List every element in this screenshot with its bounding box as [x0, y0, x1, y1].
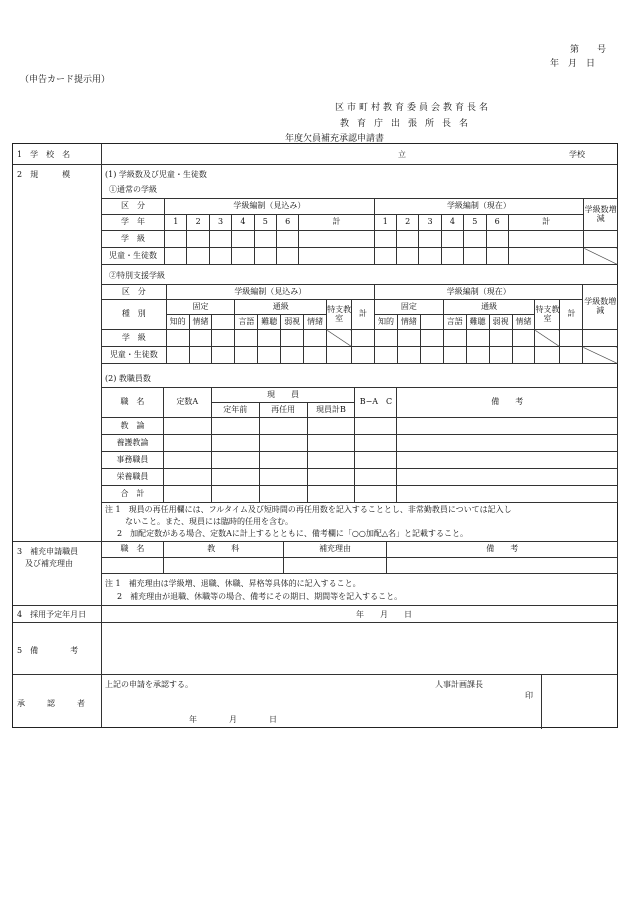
approval-date: 年 月 日 — [189, 715, 277, 724]
grade-6: 6 — [276, 215, 298, 231]
staff-teisu: 定数A — [163, 388, 211, 418]
approver-label: 承 認 者 — [17, 699, 87, 708]
pass-jakushi: 弱視 — [281, 315, 304, 330]
grade-1-now: 1 — [374, 215, 396, 231]
school-ritsu: 立 — [398, 150, 406, 159]
row-students: 児童・生徒数 — [102, 248, 165, 265]
total-header: 計 — [299, 215, 374, 231]
staff-row-total: 合 計 — [102, 486, 164, 503]
application-form — [12, 143, 618, 728]
replace-label2: 及び補充理由 — [25, 559, 73, 568]
special-class-title: ②特別支援学級 — [109, 271, 165, 280]
replace-note1: 注 1 補充理由は学級増、退職、休職、昇格等具体的に記入すること。 — [105, 579, 361, 588]
shubetsu-cell: 種 別 — [102, 300, 167, 330]
pass-jakushi-now: 弱視 — [489, 315, 512, 330]
special-class-table — [101, 284, 618, 364]
diagonal-cell — [584, 248, 618, 265]
replace-kyoka: 教 科 — [163, 542, 283, 558]
approval-chief: 人事計画課長 — [435, 680, 483, 689]
seal-mark: 印 — [525, 691, 533, 700]
grade-5: 5 — [254, 215, 276, 231]
hire-date: 年 月 日 — [356, 610, 412, 619]
hensei-genzai-header: 学級編制（現在） — [374, 199, 584, 215]
pass-gengo: 言語 — [235, 315, 258, 330]
approval-text: 上記の申請を承認する。 — [105, 680, 193, 689]
grade-1: 1 — [165, 215, 187, 231]
staff-table — [101, 387, 618, 503]
replace-shokumei: 職 名 — [102, 542, 164, 558]
replace-label1: 3 補充申請職員 — [17, 547, 79, 556]
doc-date: 年 月 日 — [550, 59, 596, 69]
tsukyu-header: 通級 — [235, 300, 327, 315]
fixed-chiteki: 知的 — [166, 315, 189, 330]
special-row-class: 学 級 — [102, 330, 167, 347]
scale-label: 2 規 模 — [17, 170, 71, 179]
special-row-students: 児童・生徒数 — [102, 347, 167, 364]
special-total-header: 計 — [352, 300, 375, 330]
grade-2: 2 — [187, 215, 209, 231]
special-total-header-now: 計 — [560, 300, 583, 330]
grade-3-now: 3 — [419, 215, 441, 231]
staff-ba: B−A C — [355, 388, 397, 418]
pass-nancho: 難聴 — [258, 315, 281, 330]
pass-jocho: 情緒 — [304, 315, 327, 330]
grade-4: 4 — [232, 215, 254, 231]
kubun-cell: 区 分 — [102, 199, 165, 215]
special-kubun-cell: 区 分 — [102, 285, 167, 300]
pass-nancho-now: 難聴 — [466, 315, 489, 330]
staff-row-yogo: 養護教論 — [102, 435, 164, 452]
scale-sub1: (1) 学級数及び児童・生徒数 — [105, 170, 207, 179]
card-note: （申告カード提示用） — [20, 75, 111, 85]
kotei-header-now: 固定 — [375, 300, 444, 315]
staff-shokumei: 職 名 — [102, 388, 164, 418]
staff-genin-b: 現員計B — [307, 403, 355, 418]
fixed-jocho: 情緒 — [189, 315, 212, 330]
school-label: 1 学 校 名 — [17, 150, 71, 159]
school-suffix: 学校 — [569, 150, 585, 159]
tokushi-header-now: 特支教室 — [535, 300, 560, 330]
doc-number: 第 号 — [570, 45, 607, 55]
special-mikomi-header: 学級編制（見込み） — [166, 285, 374, 300]
zougen-header: 学級数増減 — [584, 199, 618, 231]
staff-saininyo: 再任用 — [259, 403, 307, 418]
tokushi-header: 特支教室 — [327, 300, 352, 330]
staff-teinen: 定年前 — [211, 403, 259, 418]
special-zougen-header: 学級数増減 — [583, 285, 618, 330]
staff-biko: 備 考 — [397, 388, 618, 418]
staff-genin: 現 員 — [211, 388, 355, 403]
grade-2-now: 2 — [397, 215, 419, 231]
staff-row-jimu: 事務職員 — [102, 452, 164, 469]
replace-riyu: 補充理由 — [283, 542, 387, 558]
fixed-jocho-now: 情緒 — [397, 315, 420, 330]
hire-label: 4 採用予定年月日 — [17, 610, 87, 619]
staff-title: (2) 教職員数 — [105, 374, 151, 383]
remarks-label: 5 備 考 — [17, 646, 79, 655]
regular-class-title: ①通常の学級 — [109, 185, 157, 194]
tsukyu-header-now: 通級 — [443, 300, 535, 315]
addressee-line1: 区市町村教育委員会教育長名 — [335, 103, 492, 113]
total-header-now: 計 — [508, 215, 583, 231]
grade-3: 3 — [209, 215, 231, 231]
staff-note2: 2 加配定数がある場合、定数Aに計上するとともに、備考欄に「○○加配△名」と記載すること。 — [117, 529, 468, 538]
replace-table — [101, 541, 618, 574]
staff-row-eiyo: 栄養職員 — [102, 469, 164, 486]
fixed-chiteki-now: 知的 — [375, 315, 398, 330]
grade-4-now: 4 — [441, 215, 463, 231]
replace-note2: 2 補充理由が退職、休職等の場合、備考にその期日、期間等を記入すること。 — [117, 592, 403, 601]
gakunen-cell: 学 年 — [102, 215, 165, 231]
staff-note1: 注 1 現員の再任用欄には、フルタイム及び短時間の再任用数を記入することとし、非常勤教員については記入し — [105, 505, 512, 514]
hensei-mikomi-header: 学級編制（見込み） — [165, 199, 375, 215]
staff-note1b: ないこと。また、現員には臨時的任用を含む。 — [125, 517, 293, 526]
pass-gengo-now: 言語 — [443, 315, 466, 330]
addressee-line2: 教育庁出張所長名 — [340, 119, 477, 129]
kotei-header: 固定 — [166, 300, 235, 315]
replace-biko: 備 考 — [387, 542, 618, 558]
grade-5-now: 5 — [464, 215, 486, 231]
staff-row-kyoyu: 教 論 — [102, 418, 164, 435]
pass-jocho-now: 情緒 — [512, 315, 535, 330]
regular-class-table — [101, 198, 618, 265]
row-class: 学 級 — [102, 231, 165, 248]
grade-6-now: 6 — [486, 215, 508, 231]
form-title: 年度欠員補充承認申請書 — [285, 134, 385, 144]
special-genzai-header: 学級編制（現在） — [375, 285, 583, 300]
